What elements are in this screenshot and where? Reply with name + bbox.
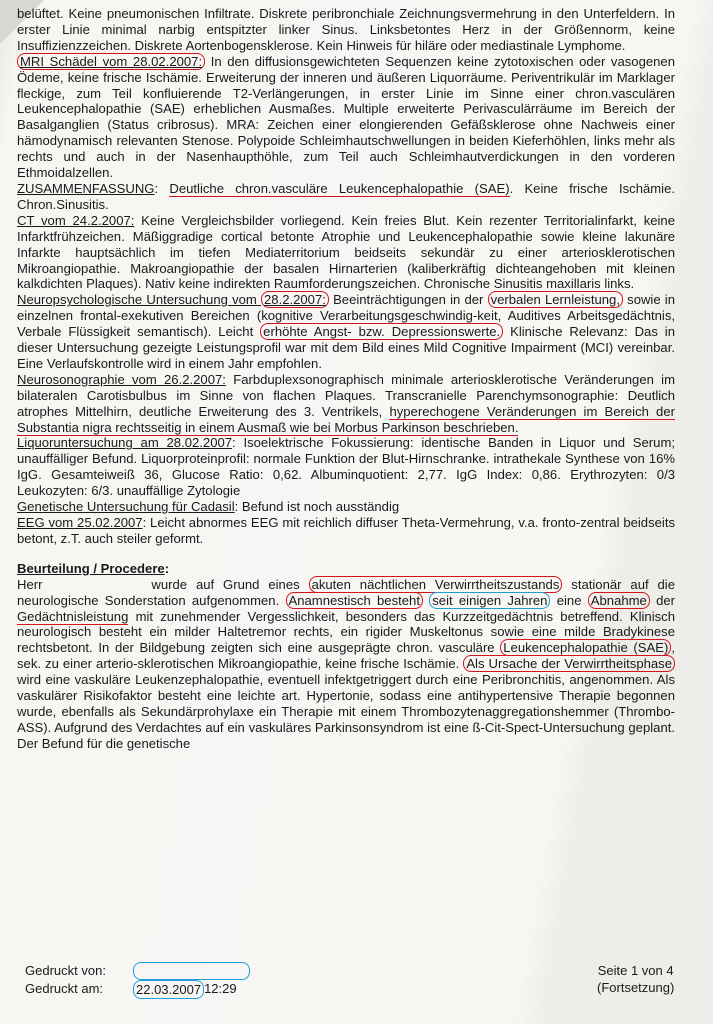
assessment-t5: der [649,592,676,608]
assessment-heading-colon: : [164,560,170,576]
intro-text: belüftet. Keine pneumonischen Infiltrate. Diskrete peribronchiale Zeichnungsvermehrung in den Unterfeldern. In erster Linie minimal narbig entspitzter linker Sinus. Linksbetontes Herz in der Größennorm, keine Insuffizienzzeichen. Diskrete Aortenbogensklerose. Kein Hinweis für hiläre oder mediastinale Lymphome. [17,6,675,53]
summary-highlight: Deutliche chron.vasculäre Leukencephalopathie (SAE) [169,180,510,196]
memory-highlight: Gedächtnisleistung [17,608,129,624]
patient-salutation: Herr [17,576,43,592]
assessment-text [17,577,675,752]
genetic-section [17,499,675,515]
chest-xray-text [17,6,675,54]
printed-time: 12:29 [204,981,237,996]
mri-heading: MRI Schädel vom 28.02.2007: [17,53,205,70]
assessment-t2: stationär auf die neurologische Sonderstation aufgenommen. [17,576,675,608]
anamnesis-highlight: Anamnestisch besteht [286,592,423,609]
printed-at-row [25,980,250,999]
ct-heading: CT vom 24.2.2007: [17,212,135,228]
ct-section [17,213,675,293]
report-body [17,6,675,752]
years-highlight: seit einigen Jahren [429,592,550,609]
assessment-t6: mit zunehmender Vergesslichkeit, besonders das Kurzzeitgedächtnis betreffend. Klinisch neurologisch besteht ein milder Haltetremor rechts, ein rigider Muskeltonus sowie eine milde Bradykinese rechtsbetont. In der Bildgebung zeigten sich eine ausgeprägte chron. vasculäre [17,608,675,656]
assessment-t8: wird eine vaskuläre Leukenzephalopathie, eventuell infektgetriggert durch eine Peribronchitis, angenommen. Als vaskulärer Risikofaktor besteht eine leichte art. Hypertonie, sodass eine antihypertensive Therapie begonnen wurde, ebenfalls als Sekundärprohylaxe ein Therapie mit einem Thrombozytenaggregationshemmer (Thrombo-ASS). Aufgrund des Verdachtes auf ein vaskuläres Parkinsonsyndrom ist eine ß-Cit-Spect-Untersuchung geplant. Der Befund für die genetische [17,672,675,751]
assessment-heading: Beurteilung / Procedere [17,560,165,576]
printed-by-label: Gedruckt von: [25,963,106,978]
confusion-highlight: akuten nächtlichen Verwirrtheitszustands [309,576,563,593]
liquor-text: : Isoelektrische Fokussierung: identische Banden in Liquor und Serum; unauffälliger Befund. Liquorproteinprofil: normale Funktion der Blut-Hirnschranke. intrathekale Synthese von 16% IgG. Gesamteiweiß 36, Glucose Ratio: 0,62. Albuminquotient: 2,77. IgG Index: 0,86. Erythrozyten: 0/3 Leukozyten: 6/3. unauffällige Zytologie [17,435,675,499]
summary-rest: . Keine frische Ischämie. Chron.Sinusitis. [17,180,676,212]
neuropsych-section [17,292,675,372]
printed-at-label: Gedruckt am: [25,981,104,996]
printed-date: 22.03.2007 [133,980,204,999]
redacted-printer-name [133,962,250,980]
summary-heading: ZUSAMMENFASSUNG [17,180,155,196]
page-info [597,962,674,996]
sae-highlight: Leukencephalopathie (SAE) [500,639,671,656]
verbal-learning-highlight: verbalen Lernleistung, [488,291,623,308]
decline-highlight: Abnahme [588,592,650,609]
eeg-text: : Leicht abnormes EEG mit reichlich diffuser Theta-Vermehrung, v.a. fronto-zentral beidseits betont, z.T. auch steiler geformt. [17,515,675,546]
page-number: Seite 1 von 4 [597,963,674,978]
assessment-t4: eine [550,592,588,608]
eeg-section [17,515,675,547]
depression-highlight: erhöhte Angst- bzw. Depressionswerte. [260,323,503,340]
summary-section [17,181,675,213]
print-info [25,962,250,999]
neuropsych-text-b: sowie in einzelnen frontal-exekutiven Bereichen (kognitive Verarbeitungsgeschwindig-keit, Auditives Arbeitsgedächtnis, Verbale Flüssigkeit semantisch). Leicht [17,292,675,340]
genetic-text: : Befund ist noch ausständig [234,499,400,515]
assessment-t7: , sek. zu einer arterio-sklerotischen Mikroangiopathie, keine frische Ischämie. [17,640,675,672]
neuropsych-text-a: Beeinträchtigungen in der [328,292,488,308]
mri-text: In den diffusionsgewichteten Sequenzen keine zytotoxischen oder vasogenen Ödeme, keine frische Ischämie. Erweiterung der inneren und äußeren Liquorräume. Periventrikulär im Marklager fleckige, zum Teil konfluierende T2-Verlängerungen, in erster Linie im Sinne einer chron.vasculären Leukencephalopathie (SAE) erheblichen Ausmaßes. Multiple erweiterte Perivasculärräume im Bereich der Basalganglien (Status cribrosus). MRA: Zeichen einer elongierenden Gefäßsklerose ohne Nachweis einer hämodynamisch relevanten Stenose. Polypoide Schleimhautschwellungen in beiden Kieferhöhlen, links mehr als rechts und auch in der Nasenhaupthöhle, zum Teil auch Schleimhautverdickungen in den vorderen Ethmoidalzellen. [17,53,675,181]
ct-text: Keine Vergleichsbilder vorliegend. Kein freies Blut. Kein rezenter Territorialinfarkt, keine Infarktfrühzeichen. Mäßiggradige cortical betonte Atrophie und Leukencephalopathie sowie kleine lakunäre Infarkte hauptsächlich im tiefen Mediaterritorium beidseits sekundär zu einer arteriosklerotischen Mikroangiopathie. Makroangiopathie der basalen Hirnarterien (kaliberkräftig dichteangehoben mit kleinen kalkdichten Plaques). Nativ keine indirekten Raumforderungszeichen. Chronische Sinusitis maxillaris links. [17,212,675,292]
liquor-heading: Liquoruntersuchung am 28.02.2007 [17,435,233,451]
neuropsych-date: 28.2.2007: [261,291,329,308]
sonography-text: Farbduplexsonographisch minimale arteriosklerotische Veränderungen im bilateralen Carotisbulbus im Sinne von flachen Plaques. Transcranielle Parenchymsonographie: Deutlich atrophes Mittelhirn, deutliche Erweiterung des 3. Ventrikels, [17,371,675,419]
liquor-section [17,435,675,499]
mri-section [17,54,675,181]
cause-highlight: Als Ursache der Verwirrtheitsphase [463,655,675,672]
assessment-t1: wurde auf Grund eines [142,576,309,592]
genetic-heading: Genetische Untersuchung für Cadasil [17,499,235,515]
eeg-heading: EEG vom 25.02.2007 [17,515,143,530]
printed-by-row [25,962,250,980]
neuropsych-text-c: Klinische Relevanz: Das in dieser Untersuchung gezeigte Leistungsprofil war mit dem Bild eines Mild Cognitive Impairment (MCI) vereinbar. Eine Verlaufskontrolle wird in einem Jahr empfohlen. [17,324,676,371]
section-gap [17,547,675,561]
sonography-heading: Neurosonographie vom 26.2.2007: [17,371,226,387]
summary-colon: : [154,180,170,196]
substantia-nigra-highlight: hyperechogene Veränderungen im Bereich der Substantia nigra rechtsseitig in einem Ausmaß wie bei Morbus Parkinson beschrieben. [17,403,675,435]
neuropsych-heading: Neuropsychologische Untersuchung vom [17,292,261,308]
assessment-heading-line [17,561,675,577]
sonography-section [17,372,675,436]
continuation-note: (Fortsetzung) [597,980,675,995]
